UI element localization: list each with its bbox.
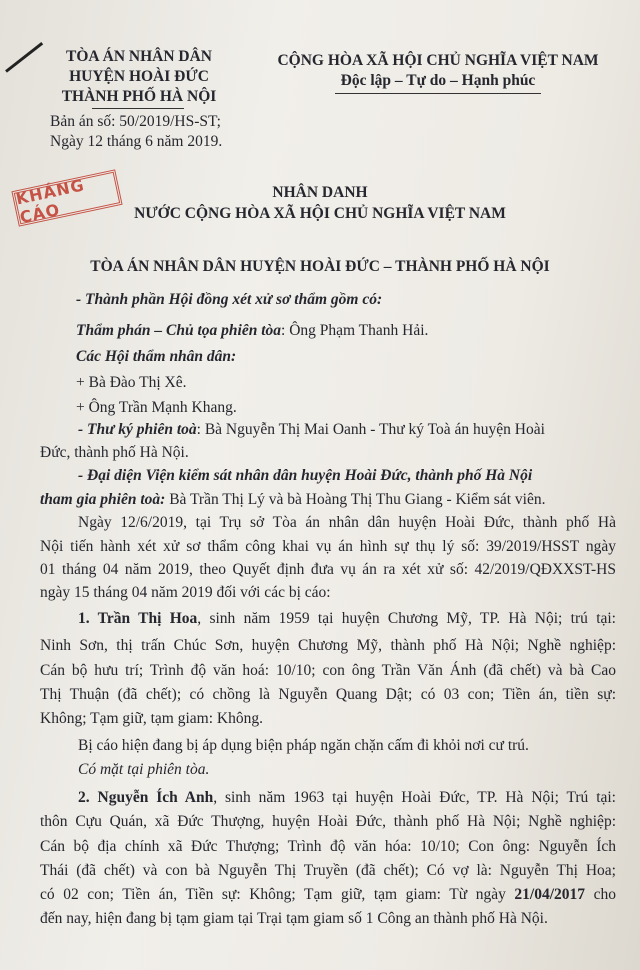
jurors-heading: Các Hội thẩm nhân dân: [76,348,237,365]
defendant-2-line4: Thái (đã chết) và con bà Nguyễn Thị Truyền (đã chết); Có vợ là: Nguyễn Thị Hoa; [40,862,616,879]
defendant-1-line4: Thị Thuận (đã chết); có chồng là Nguyễn Quang Dật; có 03 con; Tiền án, tiền sự: [40,686,616,703]
defendant-1-line1: 1. Trần Thị Hoa, sinh năm 1959 tại huyện Chương Mỹ, TP. Hà Nội; trú tại: [78,610,616,627]
defendant-1-line5: Không; Tạm giữ, tạm giam: Không. [40,710,263,727]
court-title: TÒA ÁN NHÂN DÂN HUYỆN HOÀI ĐỨC – THÀNH PHỐ HÀ NỘI [90,258,550,275]
defendant-2-line5: có 02 con; Tiền án, Tiền sự: Không; Tạm giữ, tạm giam: Từ ngày 21/04/2017 cho [40,886,616,903]
verdict-number: Bản án số: 50/2019/HS-ST; [50,113,221,130]
trial-paragraph-2: Nội tiến hành xét xử sơ thẩm công khai vụ án hình sự thụ lý số: 39/2019/HSST ngày [40,538,616,555]
defendant-1-measure: Bị cáo hiện đang bị áp dụng biện pháp ngăn chặn cấm đi khỏi nơi cư trú. [78,737,529,754]
defendant-2-line2: thôn Cựu Quán, xã Đức Thượng, huyện Hoài Đức, thành phố Hà Nội; Nghề nghiệp: [40,813,616,830]
defendant-2-line6: đến nay, hiện đang bị tạm giam tại Trại tạm giam số 1 Công an thành phố Hà Nội. [40,910,548,927]
header-left-underline [92,108,184,109]
defendant-1-line3: Cán bộ hưu trí; Trình độ văn hoá: 10/10; con ông Trần Văn Ánh (đã chết) và bà Cao [40,662,616,679]
court-clerk-cont: Đức, thành phố Hà Nội. [40,444,189,461]
juror-1: + Bà Đào Thị Xê. [76,374,187,391]
trial-paragraph-4: ngày 15 tháng 04 năm 2019 đối với các bị cáo: [40,584,331,601]
juror-2: + Ông Trần Mạnh Khang. [76,399,237,416]
procuracy-rep: - Đại diện Viện kiểm sát nhân dân huyện Hoài Đức, thành phố Hà Nội [78,467,533,484]
defendant-2-line3: Cán bộ địa chính xã Đức Thượng; Trình độ văn hóa: 10/10; Con ông: Nguyễn Ích [40,838,616,855]
panel-composition: - Thành phần Hội đồng xét xử sơ thẩm gồm có: [76,291,383,308]
motto-underline [335,93,541,94]
procuracy-rep-cont: tham gia phiên toà: Bà Trần Thị Lý và bà Hoàng Thị Thu Giang - Kiểm sát viên. [40,491,546,508]
court-name-line3: THÀNH PHỐ HÀ NỘI [61,88,217,105]
title-in-the-name: NHÂN DANH [272,184,368,201]
appeal-stamp: KHÁNG CÁO [11,169,122,226]
trial-paragraph-3: 01 tháng 04 năm 2019, theo Quyết định đưa vụ án ra xét xử số: 42/2019/QĐXXST-HS [40,561,616,578]
defendant-1-line2: Ninh Sơn, thị trấn Chúc Sơn, huyện Chương Mỹ, thành phố Hà Nội; Nghề nghiệp: [40,637,616,654]
court-name-line2: HUYỆN HOÀI ĐỨC [69,68,209,85]
pen-mark [5,42,43,73]
defendant-2-line1: 2. Nguyễn Ích Anh, sinh năm 1963 tại huyện Hoài Đức, TP. Hà Nội; Trú tại: [78,789,616,806]
presiding-judge: Thẩm phán – Chủ tọa phiên tòa: Ông Phạm Thanh Hải. [76,322,429,339]
court-clerk: - Thư ký phiên toà: Bà Nguyễn Thị Mai Oanh - Thư ký Toà án huyện Hoài [78,421,545,438]
title-republic: NƯỚC CỘNG HÒA XÃ HỘI CHỦ NGHĨA VIỆT NAM [134,205,506,222]
nation-name: CỘNG HÒA XÃ HỘI CHỦ NGHĨA VIỆT NAM [277,52,599,69]
defendant-1-present: Có mặt tại phiên tòa. [78,761,210,778]
national-motto: Độc lập – Tự do – Hạnh phúc [340,72,536,89]
verdict-date: Ngày 12 tháng 6 năm 2019. [50,133,223,150]
court-name-line1: TÒA ÁN NHÂN DÂN [66,48,212,65]
trial-paragraph-1: Ngày 12/6/2019, tại Trụ sở Tòa án nhân dân huyện Hoài Đức, thành phố Hà [78,514,616,531]
